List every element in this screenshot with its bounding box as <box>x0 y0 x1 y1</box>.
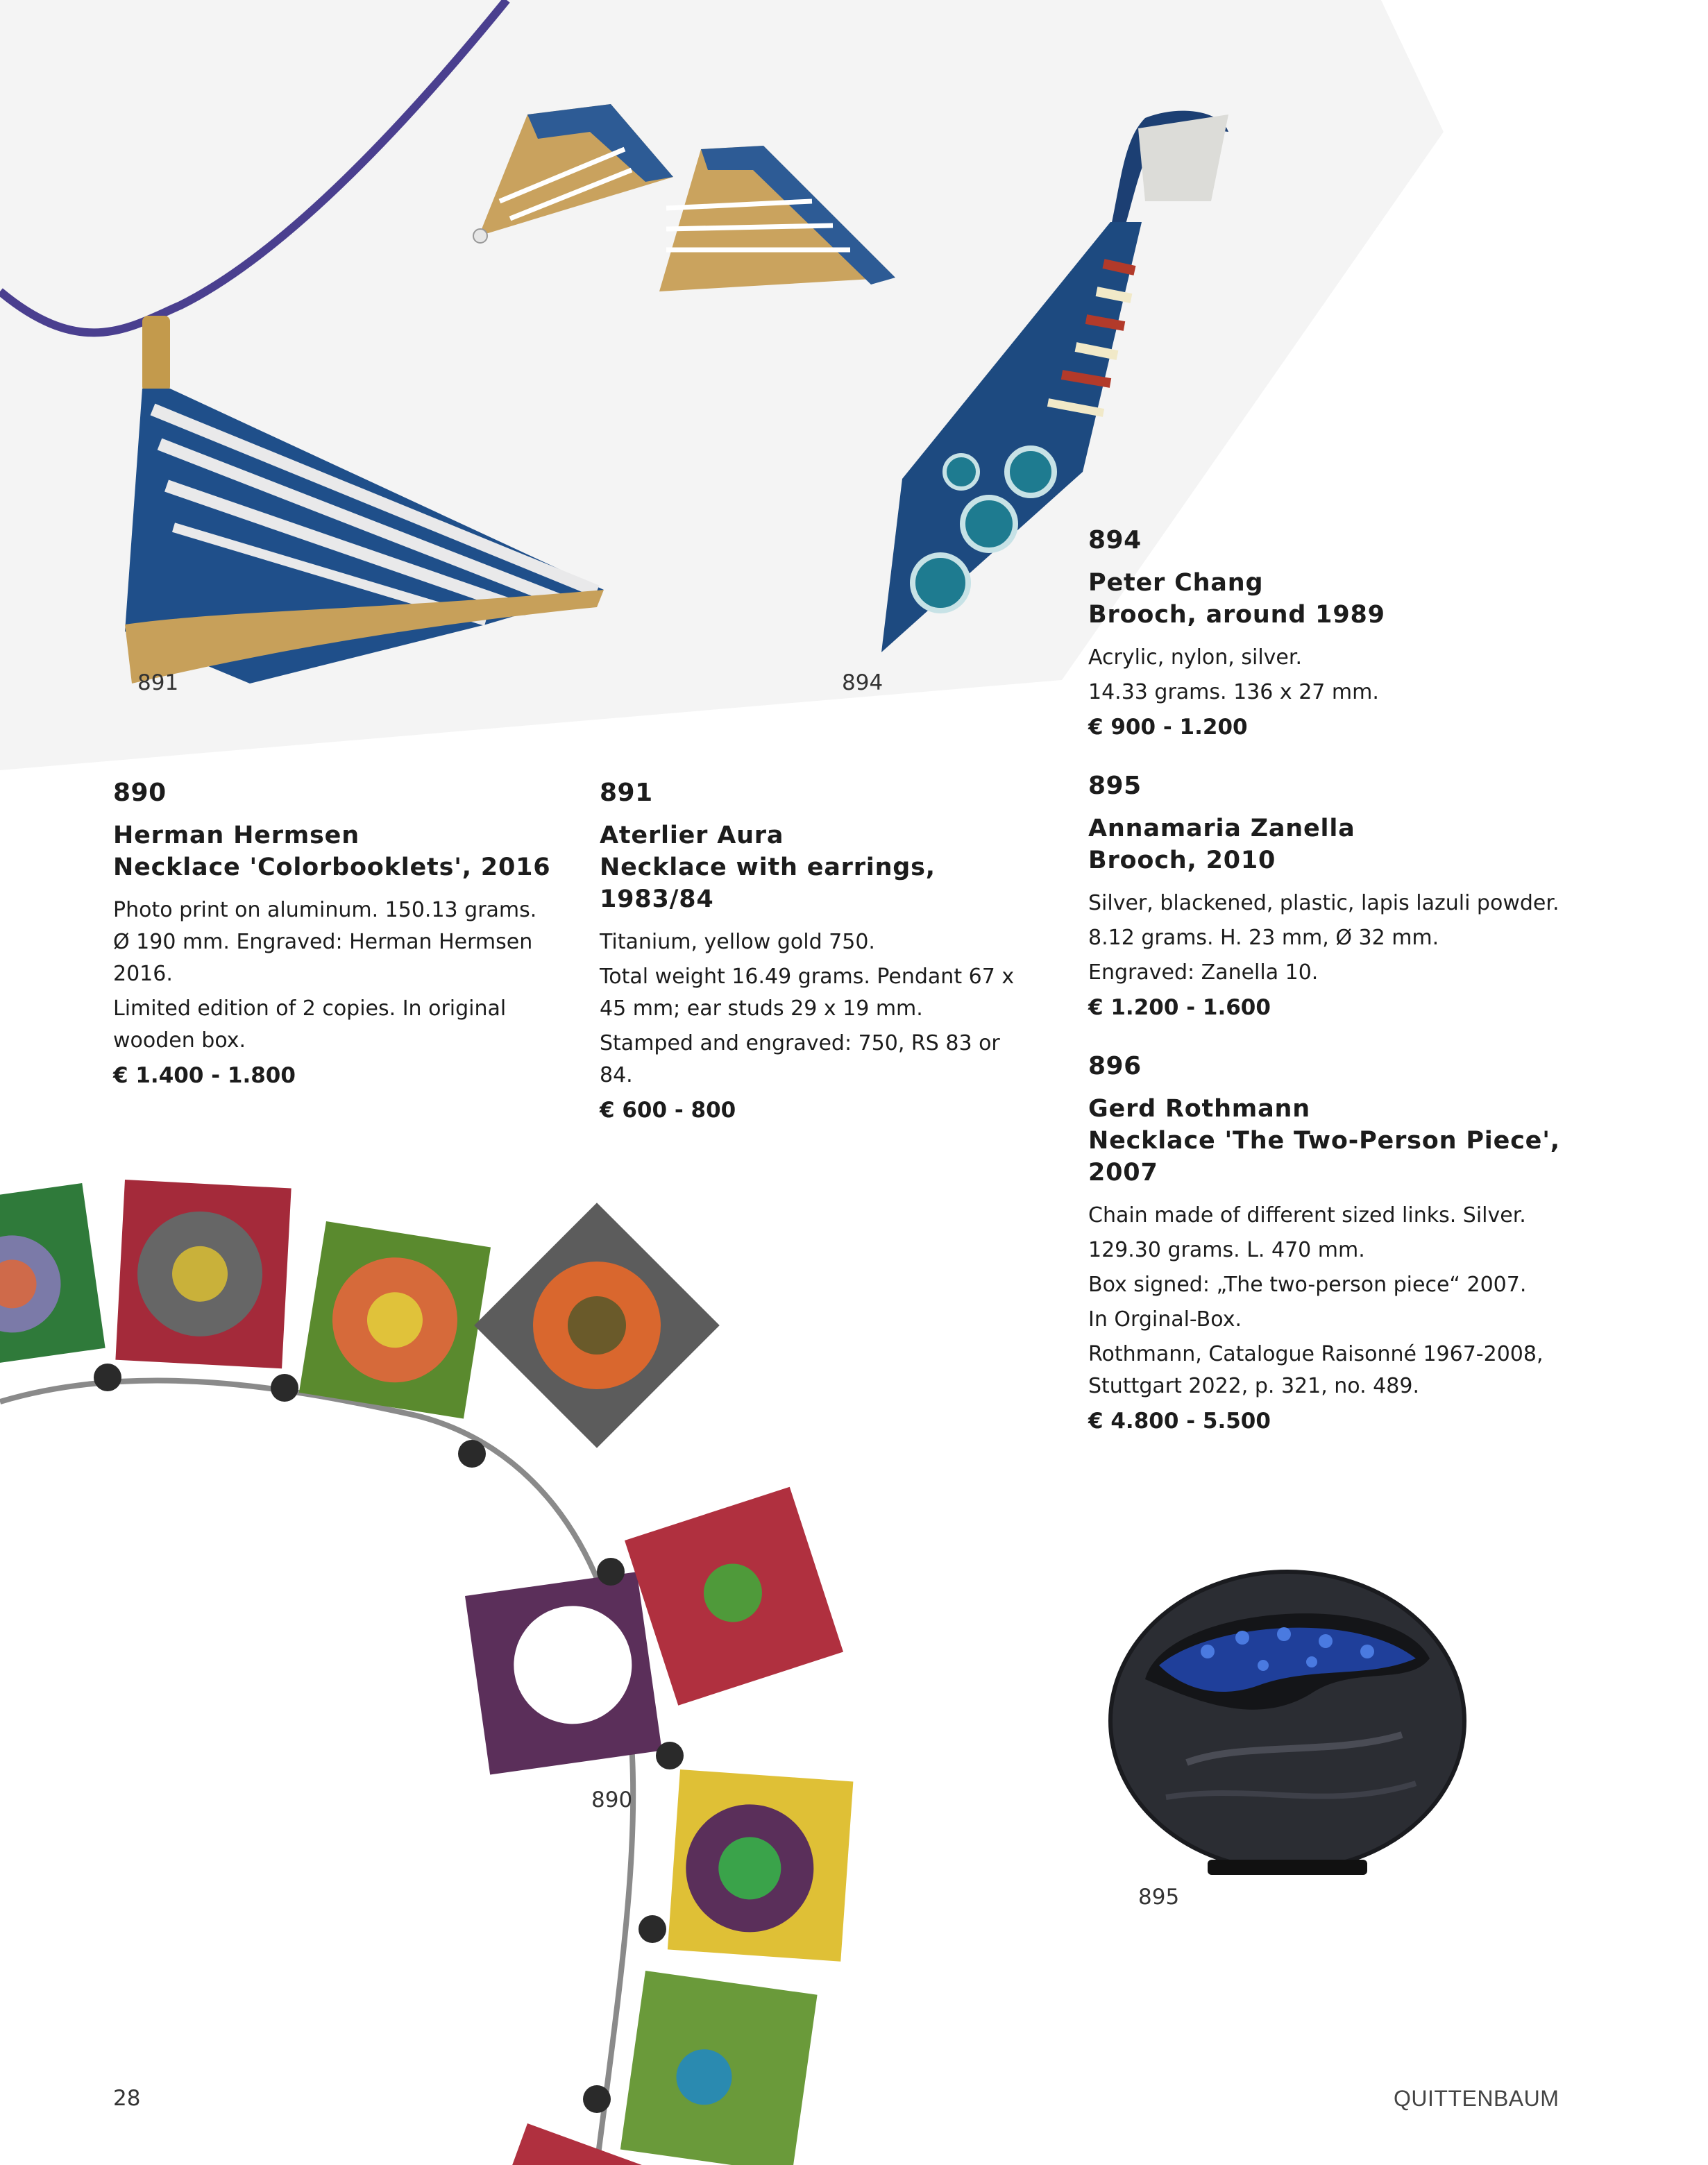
lot-price: € 1.200 - 1.600 <box>1088 995 1271 1020</box>
lot-detail: Limited edition of 2 copies. In original wooden box. <box>113 996 507 1053</box>
lot-891 <box>600 779 1037 1126</box>
lot-title: Necklace 'The Two-Person Piece', 2007 <box>1088 1127 1560 1187</box>
artist-name: Peter Chang <box>1088 569 1264 597</box>
lot-894 <box>1088 526 1532 743</box>
artist-name: Aterlier Aura <box>600 822 784 849</box>
lot-title: Brooch, around 1989 <box>1088 601 1385 629</box>
lot-896 <box>1088 1052 1560 1437</box>
lot-detail: Total weight 16.49 grams. Pendant 67 x 45 mm; ear studs 29 x 19 mm. <box>600 965 1015 1021</box>
caption-894: 894 <box>842 670 883 695</box>
lot-detail: 8.12 grams. H. 23 mm, Ø 32 mm. <box>1088 926 1439 950</box>
necklace-890-image <box>0 1152 902 2165</box>
lot-detail: Photo print on aluminum. 150.13 grams. Ø 190 mm. Engraved: Herman Hermsen 2016. <box>113 898 537 986</box>
artist-name: Herman Hermsen <box>113 822 360 849</box>
caption-890: 890 <box>591 1788 633 1812</box>
caption-891: 891 <box>137 670 179 695</box>
lot-detail: Titanium, yellow gold 750. <box>600 930 875 954</box>
lot-detail: Box signed: „The two-person piece“ 2007. <box>1088 1273 1527 1297</box>
lot-title: Necklace with earrings, 1983/84 <box>600 854 936 913</box>
lot-detail: Silver, blackened, plastic, lapis lazuli powder. <box>1088 891 1559 915</box>
lot-price: € 600 - 800 <box>600 1098 736 1123</box>
brooch-895-image <box>1104 1561 1471 1894</box>
lot-detail: Engraved: Zanella 10. <box>1088 960 1319 985</box>
artist-name: Gerd Rothmann <box>1088 1095 1310 1123</box>
lot-895 <box>1088 772 1574 1024</box>
publisher-brand: QUITTENBAUM <box>1394 2086 1559 2111</box>
lot-number: 890 <box>113 779 167 807</box>
lot-title: Brooch, 2010 <box>1088 847 1276 874</box>
lot-price: € 900 - 1.200 <box>1088 715 1248 740</box>
lot-number: 894 <box>1088 526 1142 554</box>
lot-number: 896 <box>1088 1052 1142 1080</box>
lot-detail: 129.30 grams. L. 470 mm. <box>1088 1238 1365 1262</box>
lot-number: 895 <box>1088 772 1142 800</box>
lot-number: 891 <box>600 779 653 807</box>
lot-detail: In Orginal-Box. <box>1088 1307 1242 1332</box>
artist-name: Annamaria Zanella <box>1088 815 1355 842</box>
page-number: 28 <box>113 2086 141 2111</box>
lot-detail: Acrylic, nylon, silver. <box>1088 645 1302 670</box>
lot-title: Necklace 'Colorbooklets', 2016 <box>113 854 551 881</box>
lot-price: € 1.400 - 1.800 <box>113 1063 296 1088</box>
lot-detail: Stamped and engraved: 750, RS 83 or 84. <box>600 1031 1000 1087</box>
lot-detail: Rothmann, Catalogue Raisonné 1967-2008, Stuttgart 2022, p. 321, no. 489. <box>1088 1342 1544 1398</box>
lot-price: € 4.800 - 5.500 <box>1088 1409 1271 1434</box>
caption-895: 895 <box>1138 1885 1180 1910</box>
lot-detail: 14.33 grams. 136 x 27 mm. <box>1088 680 1379 704</box>
lot-890 <box>113 779 557 1092</box>
lot-detail: Chain made of different sized links. Silver. <box>1088 1203 1526 1228</box>
